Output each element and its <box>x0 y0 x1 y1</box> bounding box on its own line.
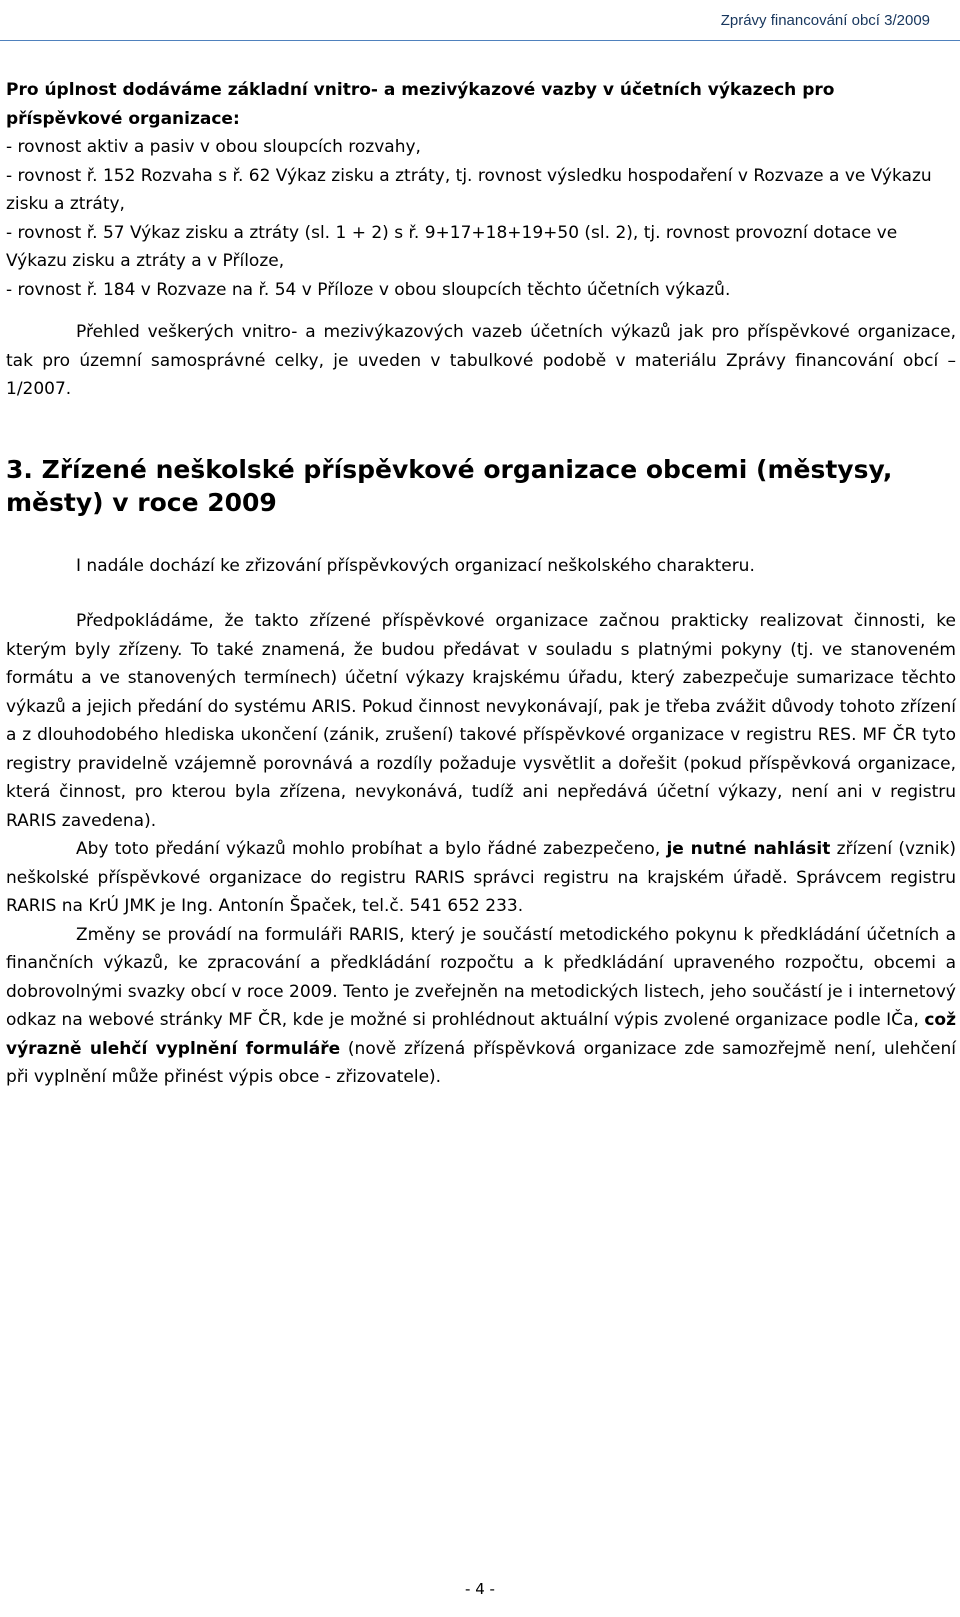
text-run: zřízení (vznik) neškolské příspěvkové organizace do registru RARIS správci registru na krajském úřadě. Správcem registru RARIS na KrÚ JMK je Ing. Antonín Špaček, tel.č. 541 652 233. <box>6 839 956 916</box>
intro-lead: Pro úplnost dodáváme základní vnitro- a mezivýkazové vazby v účetních výkazech pro příspěvkové organizace: <box>6 80 835 129</box>
intro-item: - rovnost aktiv a pasiv v obou sloupcích rozvahy, <box>6 137 421 157</box>
section-body <box>6 607 956 1092</box>
text-run: (nově zřízená příspěvková organizace zde samozřejmě není, ulehčení při vyplnění může přinést výpis obce - zřizovatele). <box>6 1038 957 1087</box>
intro-item: - rovnost ř. 184 v Rozvaze na ř. 54 v Příloze v obou sloupcích těchto účetních výkazů. <box>6 279 731 300</box>
text-run: Aby toto předání výkazů mohlo probíhat a bylo řádné zabezpečeno, <box>76 839 661 859</box>
paragraph-registration <box>6 835 956 921</box>
overview-block <box>6 318 956 404</box>
section-heading: 3. Zřízené neškolské příspěvkové organizace obcemi (městysy, městy) v roce 2009 <box>6 455 893 517</box>
intro-item: - rovnost ř. 152 Rozvaha s ř. 62 Výkaz zisku a ztráty, tj. rovnost výsledku hospodaření v Rozvaze a ve Výkazu zisku a ztráty, <box>6 165 932 214</box>
section-paragraph-1 <box>6 552 956 581</box>
intro-item: - rovnost ř. 57 Výkaz zisku a ztráty (sl. 1 + 2) s ř. 9+17+18+19+50 (sl. 2), tj. rovnost provozní dotace ve Výkazu zisku a ztráty a v Příloze, <box>6 222 898 271</box>
page-number: - 4 - <box>465 1580 495 1598</box>
overview-paragraph: Přehled veškerých vnitro- a mezivýkazových vazeb účetních výkazů jak pro příspěvkové organizace, tak pro územní samosprávné celky, je uveden v tabulkové podobě v materiálu Zprávy financování obcí – 1/2007. <box>6 322 956 399</box>
text-run: Změny se provádí na formuláři RARIS, který je součástí metodického pokynu k předkládání účetních a finančních výkazů, ke zpracování a předkládání rozpočtu a k předkládání upraveného rozpočtu, obcemi a dobrovolnými svazky obcí v roce 2009. Tento je zveřejněn na metodických listech, jeho součástí je i internetový odkaz na webové stránky MF ČR, kde je možné si prohlédnout aktuální výpis zvolené organizace podle IČa, <box>6 924 956 1030</box>
header-divider <box>0 40 960 41</box>
running-header: Zprávy financování obcí 3/2009 <box>720 12 930 29</box>
emphasis-text: což výrazně ulehčí vyplnění formuláře <box>6 1010 956 1059</box>
intro-block <box>6 76 956 304</box>
paragraph-changes <box>6 921 956 1092</box>
emphasis-text: je nutné nahlásit <box>666 839 831 859</box>
paragraph-text: I nadále dochází ke zřizování příspěvkových organizací neškolského charakteru. <box>76 556 755 576</box>
paragraph-text: Předpokládáme, že takto zřízené příspěvkové organizace začnou prakticky realizovat činnosti, ke kterým byly zřízeny. To také znamená, že budou předávat v souladu s platnými pokyny (tj. ve stanoveném formátu a ve stanovených termínech) účetní výkazy krajskému úřadu, který zabezpečuje sumarizace těchto výkazů a jejich předání do systému ARIS. Pokud činnost nevykonávají, pak je třeba zvážit důvody tohoto zřízení a z dlouhodobého hlediska ukončení (zánik, zrušení) takové příspěvkové organizace v registru RES. MF ČR tyto registry pravidelně vzájemně porovnává a rozdíly požaduje vysvětlit a dořešit (pokud příspěvková organizace, která činnost, pro kterou byla zřízena, nevykonává, tudíž ani nepředává účetní výkazy, není ani v registru RARIS zavedena). <box>6 611 956 831</box>
